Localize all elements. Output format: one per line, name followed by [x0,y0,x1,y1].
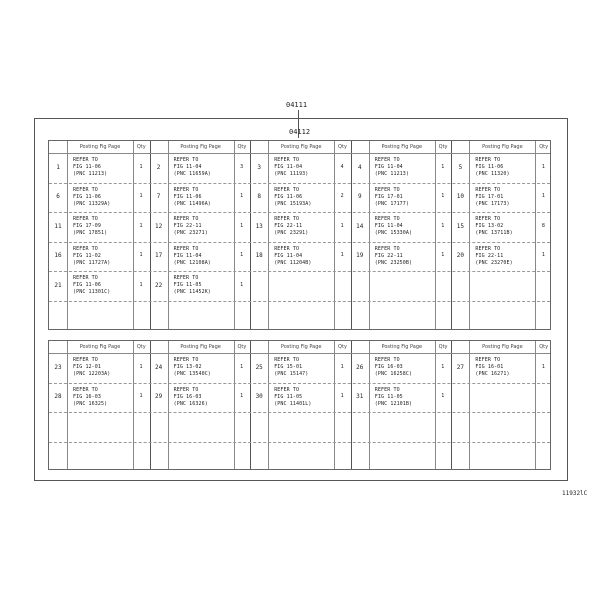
group-divider [351,341,352,469]
reference-line-l1: REFER TO [475,245,501,252]
reference-line-l3: (PNC 23291) [274,230,309,236]
reference-line-l1: REFER TO [73,186,98,193]
header-qty: Qty [338,344,347,350]
reference-line-l3: (PNC 11301C) [73,289,111,295]
reference-line-l2: FIG 17-01 [374,193,403,200]
reference-number: 16 [54,252,62,260]
reference-line-l1: REFER TO [274,186,300,193]
reference-number: 11 [54,222,62,230]
quantity-value: 1 [541,363,545,370]
column-divider [133,341,134,469]
reference-number: 7 [156,193,161,201]
reference-cell [174,357,211,378]
reference-cell [375,187,409,208]
reference-cell [375,157,409,178]
header-qty: Qty [539,144,549,150]
reference-number: 29 [154,393,163,401]
reference-line-l3: (PNC 17177) [374,200,410,207]
reference-cell [73,187,110,208]
group-divider [150,341,151,469]
quantity-value: 1 [441,222,445,229]
reference-line-l2: FIG 11-06 [475,164,504,170]
reference-line-l2: FIG 15-01 [274,364,303,370]
column-divider [469,341,470,469]
reference-number: 14 [356,222,364,230]
reference-line-l1: REFER TO [374,216,400,222]
quantity-value: 1 [441,193,445,200]
reference-line-l1: REFER TO [374,386,400,393]
reference-line-l3: (PNC 11496A) [173,200,211,207]
quantity-value: 1 [240,281,244,288]
reference-line-l1: REFER TO [274,386,300,393]
reference-line-l2: FIG 22-11 [475,252,504,259]
quantity-value: 1 [240,393,244,400]
quantity-value: 1 [340,252,344,259]
quantity-value: 1 [441,363,445,370]
column-divider [435,341,436,469]
reference-line-l1: REFER TO [73,386,98,393]
header-posting-fig-page: Posting Fig Page [79,344,121,350]
reference-number: 2 [156,163,161,171]
reference-number: 4 [357,163,362,171]
reference-cell [375,387,412,408]
reference-line-l3: (PNC 16325) [73,400,108,407]
quantity-value: 1 [139,281,143,288]
reference-number: 12 [154,222,163,230]
reference-cell [475,216,512,237]
header-posting-fig-page: Posting Fig Page [482,344,523,350]
reference-line-l3: (PNC 11452K) [173,289,211,295]
reference-line-l2: FIG 11-04 [274,164,303,170]
quantity-value: 2 [340,193,344,200]
reference-number: 10 [456,193,464,201]
reference-line-l1: REFER TO [173,357,199,363]
reference-number: 26 [356,363,364,371]
reference-line-l3: (PNC 16258C) [374,371,413,377]
reference-line-l3: (PNC 12101B) [374,400,413,407]
reference-line-l1: REFER TO [73,357,98,363]
reference-line-l2: FIG 11-02 [73,252,101,259]
header-posting-fig-page: Posting Fig Page [381,144,423,150]
header-qty: Qty [237,144,247,150]
reference-cell [73,275,110,296]
header-posting-fig-page: Posting Fig Page [79,144,121,150]
reference-cell [475,157,509,178]
reference-line-l3: (PNC 11727A) [73,259,111,266]
column-divider [369,341,370,469]
reference-cell [174,275,211,296]
header-qty: Qty [438,144,448,150]
row-rule [49,212,550,213]
reference-line-l1: REFER TO [274,245,300,252]
reference-line-l3: (PNC 23271) [173,230,208,236]
reference-cell [174,187,211,208]
quantity-value: 1 [240,222,244,229]
reference-line-l1: REFER TO [73,245,98,252]
reference-cell [174,246,211,267]
reference-cell [274,216,308,237]
reference-number: 8 [257,193,261,201]
reference-cell [274,357,308,378]
reference-number: 5 [458,163,463,171]
reference-number: 17 [154,252,163,260]
reference-cell [174,387,208,408]
reference-line-l3: (PNC 11659A) [173,171,211,177]
reference-cell [73,157,107,178]
reference-cell [274,157,308,178]
reference-line-l1: REFER TO [374,157,400,163]
reference-line-l3: (PNC 23250B) [374,259,413,266]
reference-line-l3: (PNC 11193) [274,171,309,177]
header-posting-fig-page: Posting Fig Page [381,344,423,350]
column-divider [334,341,335,469]
reference-line-l1: REFER TO [374,186,400,193]
row-rule [49,183,550,184]
quantity-value: 1 [340,222,344,229]
diagram-code-sub: 04112 [289,128,311,136]
quantity-value: 1 [340,393,344,400]
reference-line-l3: (PNC 12108A) [173,259,211,266]
reference-cell [73,216,107,237]
reference-number: 18 [255,252,263,260]
header-posting-fig-page: Posting Fig Page [280,144,322,150]
reference-number: 19 [356,252,364,260]
reference-line-l2: FIG 11-04 [374,223,403,229]
reference-line-l3: (PNC 23270E) [475,259,513,266]
reference-number: 20 [456,252,464,260]
reference-line-l1: REFER TO [475,186,501,193]
reference-cell [375,216,412,237]
reference-line-l3: (PNC 13540C) [173,371,211,377]
header-rule [49,353,550,354]
reference-line-l3: (PNC 15330A) [374,230,413,236]
row-rule [49,383,550,384]
quantity-value: 1 [139,363,143,370]
reference-number: 9 [357,193,362,201]
reference-line-l1: REFER TO [173,157,199,163]
column-divider [268,341,269,469]
reference-line-l2: FIG 11-05 [374,393,403,400]
quantity-value: 1 [240,363,244,370]
reference-line-l2: FIG 11-04 [173,252,202,259]
reference-cell [174,157,211,178]
reference-line-l1: REFER TO [173,186,199,193]
reference-number: 21 [54,281,62,289]
reference-number: 6 [56,193,60,201]
header-posting-fig-page: Posting Fig Page [280,344,322,350]
row-rule [49,301,550,302]
column-divider [67,341,68,469]
reference-number: 27 [456,363,464,371]
reference-number: 25 [255,363,263,371]
reference-line-l2: FIG 16-03 [374,364,403,370]
reference-number: 1 [56,163,60,171]
reference-cell [475,357,509,378]
reference-line-l3: (PNC 16326) [173,400,208,407]
reference-line-l2: FIG 22-11 [374,252,403,259]
reference-line-l2: FIG 11-06 [73,164,101,170]
reference-number: 15 [456,222,464,230]
reference-cell [174,216,208,237]
quantity-value: 1 [139,163,143,170]
reference-line-l2: FIG 16-01 [475,364,504,370]
reference-line-l2: FIG 16-03 [173,393,202,400]
reference-line-l2: FIG 22-11 [173,223,202,229]
reference-line-l2: FIG 13-02 [475,223,504,229]
reference-number: 24 [154,363,163,371]
reference-line-l3: (PNC 11213) [73,171,108,177]
column-divider [234,341,235,469]
reference-line-l1: REFER TO [274,357,300,363]
diagram-code-corner: 11932lC [562,490,588,497]
header-rule [49,153,550,154]
reference-line-l1: REFER TO [475,157,501,163]
reference-line-l2: FIG 11-05 [274,393,303,400]
reference-line-l1: REFER TO [374,245,400,252]
reference-cell [375,246,412,267]
reference-line-l1: REFER TO [173,216,199,222]
reference-line-l1: REFER TO [73,157,98,163]
header-qty: Qty [237,344,247,350]
quantity-value: 1 [541,163,545,170]
reference-line-l3: (PNC 16271) [475,371,510,377]
quantity-value: 1 [240,193,244,200]
header-qty: Qty [539,344,549,350]
column-divider [535,341,536,469]
reference-line-l3: (PNC 15147) [274,371,309,377]
reference-line-l2: FIG 11-06 [73,193,101,200]
quantity-value: 1 [139,252,143,259]
header-posting-fig-page: Posting Fig Page [482,144,523,150]
row-rule [49,271,550,272]
quantity-value: 1 [441,252,445,259]
reference-line-l3: (PNC 13711B) [475,230,513,236]
reference-line-l3: (PNC 12203A) [73,371,111,377]
bottom-reference-table [48,340,551,470]
reference-line-l2: FIG 17-01 [475,193,504,200]
reference-number: 30 [255,393,263,401]
reference-line-l2: FIG 11-06 [274,193,303,200]
header-posting-fig-page: Posting Fig Page [180,144,221,150]
reference-line-l1: REFER TO [73,275,98,281]
quantity-value: 1 [240,252,244,259]
quantity-value: 1 [340,363,344,370]
quantity-value: 1 [441,393,445,400]
quantity-value: 1 [541,193,545,200]
reference-number: 28 [54,393,62,401]
quantity-value: 4 [340,163,344,170]
reference-line-l2: FIG 11-04 [274,252,303,259]
reference-number: 23 [54,363,62,371]
diagram-code-top: 04111 [286,101,308,109]
reference-line-l1: REFER TO [173,245,199,252]
reference-line-l2: FIG 22-11 [274,223,303,229]
column-divider [168,341,169,469]
reference-line-l2: FIG 12-01 [73,364,101,370]
reference-line-l1: REFER TO [374,357,400,363]
quantity-value: 1 [541,252,545,259]
quantity-value: 3 [240,163,244,170]
reference-number: 22 [154,281,163,289]
quantity-value: 1 [139,222,143,229]
reference-cell [274,387,311,408]
header-qty: Qty [338,144,347,150]
reference-line-l2: FIG 11-06 [73,282,101,288]
reference-line-l2: FIG 16-03 [73,393,101,400]
reference-line-l3: (PNC 11320) [475,171,510,177]
reference-line-l1: REFER TO [173,275,199,281]
reference-line-l2: FIG 11-05 [173,282,202,288]
reference-cell [73,246,110,267]
quantity-value: 1 [139,393,143,400]
reference-line-l3: (PNC 11204B) [274,259,312,266]
reference-line-l3: (PNC 11213) [374,171,410,177]
reference-number: 13 [255,222,263,230]
header-qty: Qty [136,144,146,150]
reference-number: 3 [257,163,261,171]
header-qty: Qty [136,344,146,350]
group-divider [451,341,452,469]
row-rule [49,242,550,243]
reference-line-l2: FIG 11-06 [173,193,202,200]
top-reference-table [48,140,551,330]
reference-line-l1: REFER TO [475,216,501,222]
group-divider [250,341,251,469]
reference-line-l1: REFER TO [73,216,98,222]
reference-line-l1: REFER TO [475,357,501,363]
reference-line-l3: (PNC 11329A) [73,200,111,207]
reference-line-l2: FIG 11-04 [173,164,202,170]
quantity-value: 8 [541,222,545,229]
row-rule [49,442,550,443]
reference-line-l2: FIG 17-09 [73,223,101,229]
reference-cell [274,246,311,267]
reference-line-l3: (PNC 15193A) [274,200,312,207]
reference-line-l3: (PNC 17173) [475,200,510,207]
reference-cell [375,357,412,378]
reference-line-l1: REFER TO [274,157,300,163]
quantity-value: 1 [441,163,445,170]
header-qty: Qty [438,344,448,350]
reference-line-l3: (PNC 17851) [73,230,108,236]
reference-cell [475,246,512,267]
header-posting-fig-page: Posting Fig Page [180,344,221,350]
row-rule [49,412,550,413]
reference-cell [274,187,311,208]
reference-line-l3: (PNC 11401L) [274,400,312,407]
reference-cell [73,357,110,378]
reference-number: 31 [356,393,364,401]
reference-cell [73,387,107,408]
reference-line-l1: REFER TO [274,216,300,222]
reference-line-l2: FIG 11-04 [374,164,403,170]
quantity-value: 1 [139,193,143,200]
reference-line-l1: REFER TO [173,386,199,393]
reference-cell [475,187,509,208]
reference-line-l2: FIG 13-02 [173,364,202,370]
